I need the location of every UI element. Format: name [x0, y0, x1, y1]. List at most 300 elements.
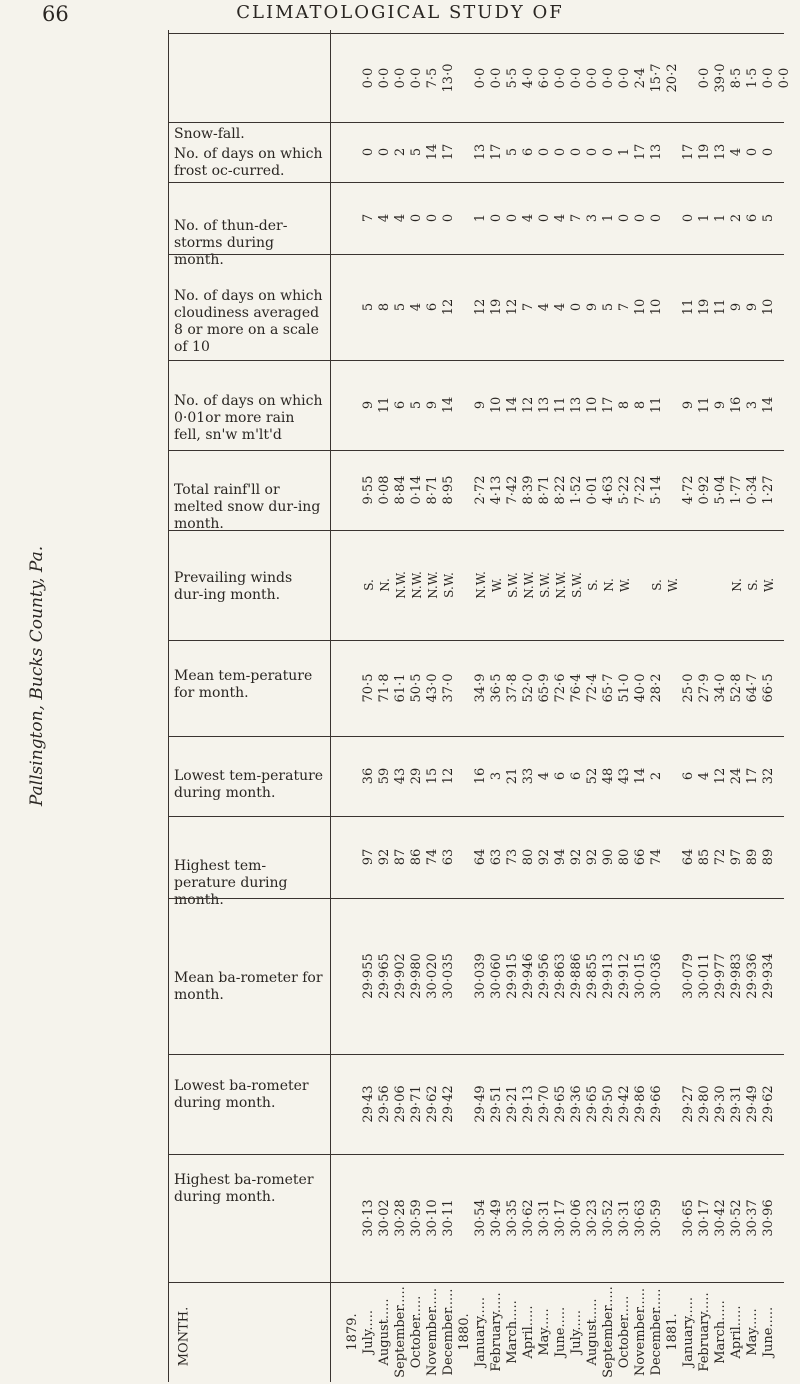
month-label-value: March..... — [505, 1300, 520, 1364]
cell-low_baro — [490, 1054, 504, 1154]
cell-high_temp-value: 90 — [601, 848, 616, 866]
cell-rain_total — [698, 450, 712, 530]
side-caption: Pallsington, Bucks County, Pa. — [27, 545, 47, 807]
cell-low_baro — [682, 1054, 696, 1154]
cell-mean_baro-value: 29·863 — [553, 953, 568, 999]
cell-mean_baro-value: 30·079 — [681, 953, 696, 999]
month-label — [538, 1282, 552, 1382]
cell-cloudy-value: 4 — [553, 302, 568, 312]
cell-frost-value: 0 — [761, 147, 776, 157]
cell-thunder-value: 4 — [521, 213, 536, 223]
cell-low_baro-value: 29·86 — [633, 1085, 648, 1123]
cell-mean_baro-value: 29·902 — [393, 953, 408, 999]
cell-rain_total-value: 4·63 — [601, 475, 616, 505]
cell-mean_baro — [570, 898, 584, 1054]
cell-high_temp-value: 92 — [585, 848, 600, 866]
cell-mean_baro — [426, 898, 440, 1054]
cell-low_baro-value: 29·51 — [489, 1085, 504, 1123]
cell-mean_baro-value: 29·955 — [361, 953, 376, 999]
cell-mean_baro-value: 29·934 — [761, 953, 776, 999]
cell-wind — [426, 530, 440, 640]
cell-frost-value: 1 — [617, 147, 632, 157]
cell-wind — [362, 530, 376, 640]
cell-snow-value: 39·0 — [713, 63, 728, 92]
month-label-value: March..... — [713, 1300, 728, 1364]
cell-snow — [762, 33, 776, 122]
cell-rainy — [586, 360, 600, 450]
cell-cloudy — [538, 254, 552, 360]
cell-low_baro — [522, 1054, 536, 1154]
cell-cloudy-value: 4 — [537, 302, 552, 312]
cell-thunder-value: 6 — [745, 213, 760, 223]
cell-high_baro — [634, 1154, 648, 1282]
cell-high_temp-value: 92 — [377, 848, 392, 866]
cell-rain_total — [394, 450, 408, 530]
cell-rain_total-value: 2·72 — [473, 475, 488, 505]
cell-low_temp-value: 43 — [393, 767, 408, 785]
cell-mean_baro — [554, 898, 568, 1054]
cell-high_baro-value: 30·06 — [569, 1199, 584, 1237]
cell-high_baro — [490, 1154, 504, 1282]
cell-mean_temp — [362, 640, 376, 736]
month-label-value: December..... — [649, 1288, 664, 1376]
cell-snow — [490, 33, 504, 122]
cell-mean_temp — [522, 640, 536, 736]
cell-high_baro — [682, 1154, 696, 1282]
cell-low_temp-value: 21 — [505, 767, 520, 785]
cell-rainy — [618, 360, 632, 450]
cell-cloudy — [378, 254, 392, 360]
cell-high_temp-value: 64 — [473, 848, 488, 866]
cell-mean_baro — [714, 898, 728, 1054]
month-label-value: January..... — [681, 1297, 696, 1367]
month-label-value: 1879. — [345, 1313, 360, 1351]
cell-cloudy-value: 10 — [649, 298, 664, 316]
cell-cloudy-value: 5 — [393, 302, 408, 312]
cell-thunder — [762, 182, 776, 254]
cell-low_temp-value: 6 — [681, 771, 696, 781]
cell-snow — [602, 33, 616, 122]
cell-wind-value: N. — [378, 578, 392, 592]
cell-frost — [682, 122, 696, 182]
cell-wind — [506, 530, 520, 640]
cell-low_temp — [730, 736, 744, 816]
cell-rainy — [394, 360, 408, 450]
cell-rain_total — [730, 450, 744, 530]
cell-low_temp — [410, 736, 424, 816]
cell-thunder-value: 7 — [361, 213, 376, 223]
cell-snow — [442, 33, 456, 122]
cell-rain_total-value: 0·08 — [377, 475, 392, 505]
cell-mean_temp — [410, 640, 424, 736]
row-label-high-baro: Highest ba-rometer during month. — [174, 1172, 314, 1205]
cell-cloudy-value: 12 — [473, 298, 488, 316]
row-label-thunder: No. of thun-der-storms during month. — [174, 218, 288, 268]
cell-rain_total — [442, 450, 456, 530]
month-label — [490, 1282, 504, 1382]
cell-mean_temp — [730, 640, 744, 736]
cell-thunder — [730, 182, 744, 254]
cell-rainy — [506, 360, 520, 450]
cell-frost-value: 0 — [537, 147, 552, 157]
month-label — [362, 1282, 376, 1382]
cell-frost — [394, 122, 408, 182]
cell-mean_baro-value: 30·011 — [697, 953, 712, 999]
cell-high_baro — [746, 1154, 760, 1282]
cell-high_baro — [650, 1154, 664, 1282]
cell-cloudy — [682, 254, 696, 360]
cell-mean_temp — [602, 640, 616, 736]
cell-mean_temp — [682, 640, 696, 736]
month-label — [426, 1282, 440, 1382]
cell-high_temp — [442, 816, 456, 898]
month-label-value: November..... — [633, 1287, 648, 1377]
cell-thunder-value: 0 — [441, 213, 456, 223]
month-label-value: February..... — [697, 1292, 712, 1372]
cell-mean_temp-value: 70·5 — [361, 673, 376, 703]
cell-frost-value: 14 — [425, 143, 440, 161]
cell-snow-value: 6·0 — [537, 67, 552, 88]
cell-high_temp — [714, 816, 728, 898]
cell-cloudy — [490, 254, 504, 360]
cell-rain_total-value: 8·71 — [537, 475, 552, 505]
cell-frost — [650, 122, 664, 182]
cell-low_temp — [634, 736, 648, 816]
cell-low_baro — [394, 1054, 408, 1154]
cell-rainy-value: 9 — [473, 400, 488, 410]
cell-cloudy — [698, 254, 712, 360]
cell-mean_temp — [538, 640, 552, 736]
cell-snow-value: 13·0 — [441, 63, 456, 92]
month-label — [410, 1282, 424, 1382]
cell-low_baro — [362, 1054, 376, 1154]
cell-low_baro — [714, 1054, 728, 1154]
cell-mean_temp — [554, 640, 568, 736]
cell-snow — [634, 33, 648, 122]
cell-thunder-value: 4 — [393, 213, 408, 223]
cell-mean_temp-value: 43·0 — [425, 673, 440, 703]
cell-rainy — [746, 360, 760, 450]
cell-rain_total-value: 0·01 — [585, 475, 600, 505]
cell-high_temp — [426, 816, 440, 898]
cell-low_temp-value: 15 — [425, 767, 440, 785]
cell-cloudy — [618, 254, 632, 360]
cell-wind — [666, 530, 680, 640]
cell-mean_baro — [490, 898, 504, 1054]
cell-rainy — [538, 360, 552, 450]
cell-mean_temp — [650, 640, 664, 736]
cell-cloudy — [634, 254, 648, 360]
cell-rainy — [362, 360, 376, 450]
cell-high_temp — [698, 816, 712, 898]
cell-high_temp — [586, 816, 600, 898]
cell-frost-value: 6 — [521, 147, 536, 157]
cell-mean_baro-value: 30·036 — [649, 953, 664, 999]
cell-high_temp-value: 74 — [649, 848, 664, 866]
cell-mean_baro — [650, 898, 664, 1054]
month-label-value: 1881. — [665, 1313, 680, 1351]
cell-frost — [362, 122, 376, 182]
cell-mean_baro-value: 30·020 — [425, 953, 440, 999]
cell-frost — [634, 122, 648, 182]
month-label-value: April..... — [729, 1305, 744, 1359]
cell-rainy-value: 14 — [441, 396, 456, 414]
cell-low_baro — [378, 1054, 392, 1154]
month-label-value: 1880. — [457, 1313, 472, 1351]
cell-low_baro — [602, 1054, 616, 1154]
month-label — [442, 1282, 456, 1382]
cell-snow — [394, 33, 408, 122]
cell-rainy-value: 11 — [649, 396, 664, 414]
month-label-value: July..... — [569, 1309, 584, 1355]
cell-high_baro — [586, 1154, 600, 1282]
cell-thunder-value: 0 — [489, 213, 504, 223]
cell-rainy — [682, 360, 696, 450]
cell-frost-value: 0 — [553, 147, 568, 157]
month-label — [650, 1282, 664, 1382]
month-label — [570, 1282, 584, 1382]
cell-mean_temp — [506, 640, 520, 736]
cell-wind-value: N.W. — [410, 571, 424, 599]
cell-low_baro — [730, 1054, 744, 1154]
cell-rainy — [634, 360, 648, 450]
month-label — [458, 1282, 472, 1382]
cell-low_temp-value: 32 — [761, 767, 776, 785]
month-label — [586, 1282, 600, 1382]
cell-frost — [602, 122, 616, 182]
cell-snow — [538, 33, 552, 122]
cell-low_temp-value: 33 — [521, 767, 536, 785]
row-label-rain-total: Total rainf'll or melted snow dur-ing month. — [174, 482, 321, 532]
cell-low_baro-value: 29·62 — [425, 1085, 440, 1123]
cell-rainy — [714, 360, 728, 450]
cell-low_baro — [426, 1054, 440, 1154]
cell-low_temp — [522, 736, 536, 816]
cell-low_temp-value: 14 — [633, 767, 648, 785]
cell-mean_temp-value: 72·4 — [585, 673, 600, 703]
cell-cloudy-value: 11 — [681, 298, 696, 316]
cell-rainy — [426, 360, 440, 450]
cell-mean_temp-value: 50·5 — [409, 673, 424, 703]
cell-thunder — [522, 182, 536, 254]
cell-mean_temp-value: 76·4 — [569, 673, 584, 703]
cell-cloudy-value: 8 — [377, 302, 392, 312]
month-label — [698, 1282, 712, 1382]
cell-high_baro-value: 30·49 — [489, 1199, 504, 1237]
cell-snow-value: 0·0 — [489, 67, 504, 88]
cell-rain_total — [522, 450, 536, 530]
cell-snow-value: 2·4 — [633, 67, 648, 88]
cell-snow-value: 0·0 — [393, 67, 408, 88]
month-label — [378, 1282, 392, 1382]
cell-wind-value: S. — [746, 579, 760, 591]
cell-high_temp — [650, 816, 664, 898]
cell-thunder-value: 0 — [633, 213, 648, 223]
month-label — [762, 1282, 776, 1382]
cell-rainy-value: 5 — [409, 400, 424, 410]
month-label-value: May..... — [537, 1308, 552, 1356]
cell-mean_temp-value: 36·5 — [489, 673, 504, 703]
cell-high_baro — [362, 1154, 376, 1282]
cell-snow-value: 0·0 — [585, 67, 600, 88]
cell-rainy — [570, 360, 584, 450]
cell-rainy — [442, 360, 456, 450]
cell-high_temp — [634, 816, 648, 898]
cell-rainy-value: 17 — [601, 396, 616, 414]
cell-low_temp-value: 36 — [361, 767, 376, 785]
page-number: 66 — [42, 2, 69, 26]
cell-high_baro — [410, 1154, 424, 1282]
cell-wind-value: S. — [586, 579, 600, 591]
cell-low_temp-value: 6 — [569, 771, 584, 781]
cell-high_baro-value: 30·52 — [729, 1199, 744, 1237]
cell-wind-value: N.W. — [426, 571, 440, 599]
cell-low_baro — [698, 1054, 712, 1154]
cell-thunder-value: 0 — [409, 213, 424, 223]
cell-thunder — [362, 182, 376, 254]
cell-wind-value: S.W. — [506, 572, 520, 598]
cell-thunder-value: 1 — [713, 213, 728, 223]
cell-mean_baro — [730, 898, 744, 1054]
cell-thunder — [490, 182, 504, 254]
running-title: CLIMATOLOGICAL STUDY OF — [236, 2, 564, 23]
cell-low_temp-value: 4 — [697, 771, 712, 781]
cell-low_baro — [762, 1054, 776, 1154]
cell-rain_total — [554, 450, 568, 530]
cell-low_temp — [538, 736, 552, 816]
cell-frost-value: 0 — [377, 147, 392, 157]
cell-low_baro — [410, 1054, 424, 1154]
cell-mean_temp — [618, 640, 632, 736]
cell-high_temp-value: 73 — [505, 848, 520, 866]
cell-mean_baro — [506, 898, 520, 1054]
cell-high_baro — [570, 1154, 584, 1282]
cell-mean_temp-value: 71·8 — [377, 673, 392, 703]
cell-rainy — [762, 360, 776, 450]
cell-rainy-value: 13 — [569, 396, 584, 414]
cell-cloudy — [410, 254, 424, 360]
month-label — [618, 1282, 632, 1382]
cell-frost — [442, 122, 456, 182]
cell-mean_baro-value: 29·956 — [537, 953, 552, 999]
cell-mean_temp — [586, 640, 600, 736]
month-label-value: April..... — [521, 1305, 536, 1359]
cell-rain_total-value: 4·13 — [489, 475, 504, 505]
cell-cloudy-value: 5 — [361, 302, 376, 312]
cell-low_baro-value: 29·21 — [505, 1085, 520, 1123]
cell-high_temp — [490, 816, 504, 898]
cell-low_baro-value: 29·70 — [537, 1085, 552, 1123]
cell-rain_total — [682, 450, 696, 530]
cell-frost-value: 0 — [601, 147, 616, 157]
cell-low_baro-value: 29·49 — [745, 1085, 760, 1123]
cell-thunder-value: 0 — [537, 213, 552, 223]
cell-wind-value: S. — [650, 579, 664, 591]
cell-mean_baro-value: 29·965 — [377, 953, 392, 999]
cell-wind — [762, 530, 776, 640]
cell-high_temp-value: 64 — [681, 848, 696, 866]
cell-rainy — [730, 360, 744, 450]
cell-high_baro — [426, 1154, 440, 1282]
cell-snow — [778, 33, 792, 122]
month-label-value: February..... — [489, 1292, 504, 1372]
cell-high_temp — [474, 816, 488, 898]
cell-high_temp-value: 80 — [521, 848, 536, 866]
label-column-divider — [330, 30, 331, 1382]
cell-rain_total-value: 5·22 — [617, 475, 632, 505]
cell-wind-value: W. — [490, 577, 504, 593]
cell-snow — [586, 33, 600, 122]
cell-thunder-value: 5 — [761, 213, 776, 223]
cell-high_temp-value: 92 — [537, 848, 552, 866]
cell-frost-value: 13 — [473, 143, 488, 161]
cell-rain_total-value: 8·39 — [521, 475, 536, 505]
cell-cloudy — [426, 254, 440, 360]
cell-snow-value: 0·0 — [697, 67, 712, 88]
cell-thunder-value: 1 — [697, 213, 712, 223]
cell-rain_total — [506, 450, 520, 530]
cell-wind-value: S.W. — [538, 572, 552, 598]
cell-snow-value: 15·7 — [649, 63, 664, 92]
cell-high_baro-value: 30·28 — [393, 1199, 408, 1237]
cell-wind — [410, 530, 424, 640]
cell-mean_temp — [474, 640, 488, 736]
cell-snow-value: 0·0 — [617, 67, 632, 88]
cell-cloudy-value: 11 — [713, 298, 728, 316]
cell-low_temp-value: 4 — [537, 771, 552, 781]
cell-thunder — [714, 182, 728, 254]
cell-thunder — [474, 182, 488, 254]
cell-wind — [730, 530, 744, 640]
cell-low_temp — [378, 736, 392, 816]
cell-frost-value: 19 — [697, 143, 712, 161]
cell-frost — [538, 122, 552, 182]
cell-rain_total — [650, 450, 664, 530]
cell-cloudy-value: 10 — [633, 298, 648, 316]
cell-low_temp — [762, 736, 776, 816]
cell-rain_total-value: 1·27 — [761, 475, 776, 505]
cell-rainy-value: 11 — [377, 396, 392, 414]
cell-thunder — [650, 182, 664, 254]
cell-mean_temp-value: 28·2 — [649, 673, 664, 703]
cell-thunder — [570, 182, 584, 254]
cell-thunder-value: 3 — [585, 213, 600, 223]
cell-thunder-value: 0 — [617, 213, 632, 223]
cell-snow-value: 0·0 — [777, 67, 792, 88]
cell-wind-value: W. — [762, 577, 776, 593]
cell-low_temp-value: 17 — [745, 767, 760, 785]
cell-low_temp — [426, 736, 440, 816]
cell-rain_total-value: 8·95 — [441, 475, 456, 505]
cell-frost — [746, 122, 760, 182]
cell-low_temp — [394, 736, 408, 816]
cell-rainy-value: 9 — [713, 400, 728, 410]
month-label-value: September..... — [393, 1286, 408, 1378]
cell-wind — [554, 530, 568, 640]
month-label — [714, 1282, 728, 1382]
cell-wind — [746, 530, 760, 640]
cell-mean_temp-value: 65·9 — [537, 673, 552, 703]
cell-frost — [618, 122, 632, 182]
cell-high_baro-value: 30·52 — [601, 1199, 616, 1237]
cell-high_temp — [554, 816, 568, 898]
cell-mean_temp-value: 37·0 — [441, 673, 456, 703]
cell-rain_total-value: 7·42 — [505, 475, 520, 505]
cell-snow — [698, 33, 712, 122]
cell-frost-value: 17 — [681, 143, 696, 161]
cell-low_temp-value: 12 — [441, 767, 456, 785]
cell-rain_total-value: 0·14 — [409, 475, 424, 505]
